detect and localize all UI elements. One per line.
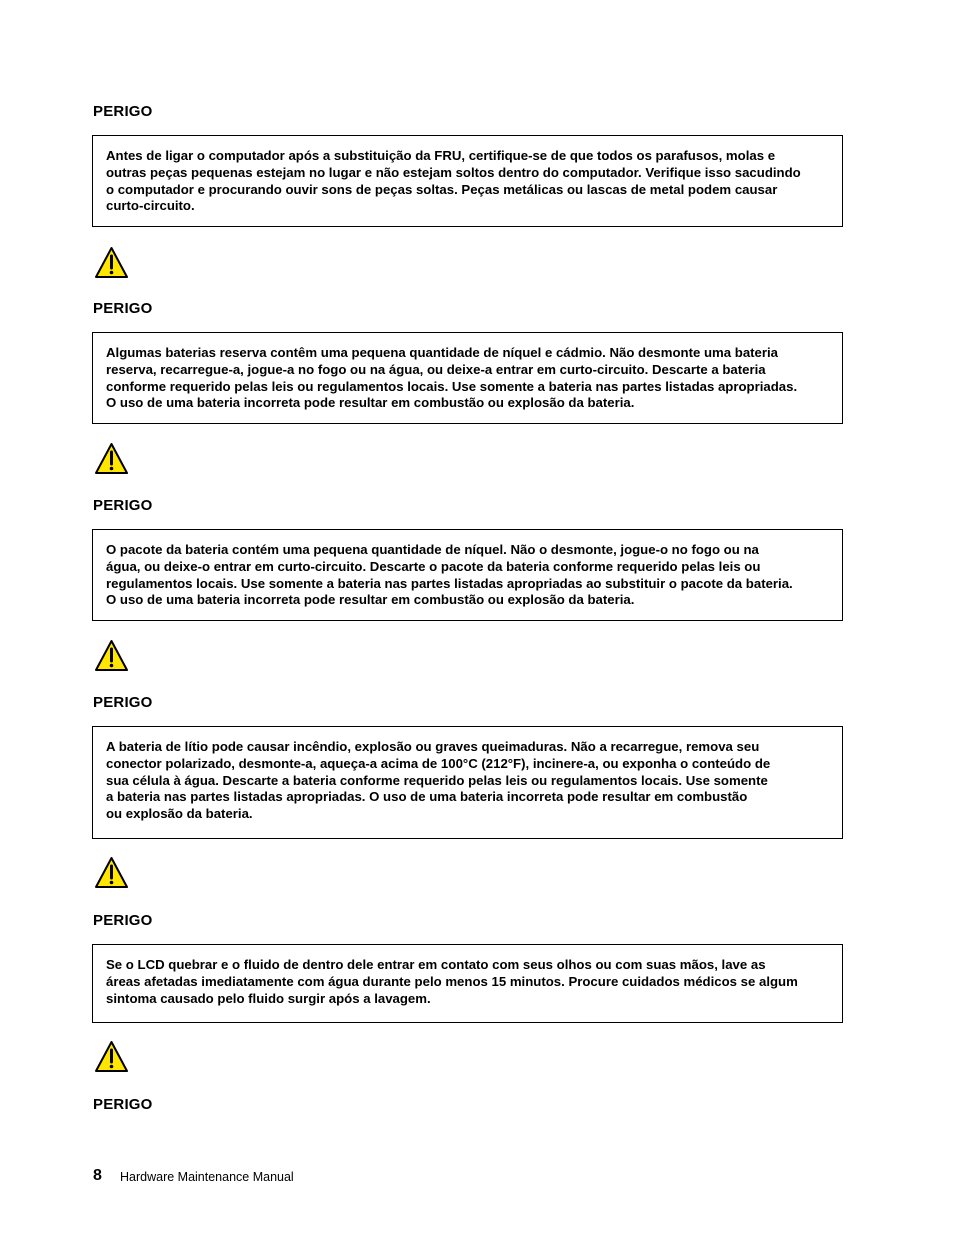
notice-line: conforme requerido pelas leis ou regulamentos locais. Use somente a bateria nas partes listadas apropriadas. xyxy=(106,378,798,394)
notice-line: reserva, recarregue-a, jogue-a no fogo ou na água, ou deixe-a entrar em curto-circuito. Descarte a bateria xyxy=(106,361,766,377)
notice-line: sintoma causado pelo fluido surgir após a lavagem. xyxy=(106,990,431,1006)
notice-line: outras peças pequenas estejam no lugar e não estejam soltos dentro do computador. Verifique isso sacudindo xyxy=(106,164,801,180)
notice-line: A bateria de lítio pode causar incêndio, explosão ou graves queimaduras. Não a recarregue, remova seu xyxy=(106,739,760,754)
notice-line: o computador e procurando ouvir sons de peças soltas. Peças metálicas ou lascas de metal podem causar xyxy=(106,181,778,197)
notice-line: Algumas baterias reserva contêm uma pequena quantidade de níquel e cádmio. Não desmonte uma bateria xyxy=(106,345,779,360)
notice-line: áreas afetadas imediatamente com água durante pelo menos 15 minutos. Procure cuidados médicos se algum xyxy=(106,973,798,989)
footer-title: Hardware Maintenance Manual xyxy=(120,1170,294,1184)
warning-triangle-icon xyxy=(94,639,129,672)
warning-triangle-icon xyxy=(94,1040,129,1073)
notice-line: O uso de uma bateria incorreta pode resultar em combustão ou explosão da bateria. xyxy=(106,395,635,411)
notice-line: sua célula à água. Descarte a bateria conforme requerido pelas leis ou regulamentos locais. Use somente xyxy=(106,772,768,788)
notice-line: Antes de ligar o computador após a substituição da FRU, certifique-se de que todos os parafusos, molas e xyxy=(106,148,776,163)
danger-heading: PERIGO xyxy=(93,694,153,711)
notice-line: ou explosão da bateria. xyxy=(106,806,253,822)
warning-triangle-icon xyxy=(94,442,129,475)
danger-notice-box xyxy=(92,332,843,424)
danger-heading: PERIGO xyxy=(93,103,153,120)
page-number: 8 xyxy=(93,1167,102,1184)
notice-line: curto-circuito. xyxy=(106,198,195,214)
warning-triangle-icon xyxy=(94,246,129,279)
danger-notice-box xyxy=(92,726,843,839)
danger-heading: PERIGO xyxy=(93,912,153,929)
danger-notice-box xyxy=(92,529,843,621)
danger-heading: PERIGO xyxy=(93,1096,153,1113)
notice-line: regulamentos locais. Use somente a bateria nas partes listadas apropriadas ao substituir o pacote da bateria. xyxy=(106,575,793,591)
notice-line: conector polarizado, desmonte-a, aqueça-a acima de 100°C (212°F), incinere-a, ou exponha o conteúdo de xyxy=(106,755,771,771)
danger-notice-box xyxy=(92,135,843,227)
notice-line: Se o LCD quebrar e o fluido de dentro dele entrar em contato com seus olhos ou com suas mãos, lave as xyxy=(106,957,766,972)
notice-line: O pacote da bateria contém uma pequena quantidade de níquel. Não o desmonte, jogue-o no fogo ou na xyxy=(106,542,759,557)
notice-line: água, ou deixe-o entrar em curto-circuito. Descarte o pacote da bateria conforme requerido pelas leis ou xyxy=(106,558,761,574)
danger-heading: PERIGO xyxy=(93,497,153,514)
danger-notice-box xyxy=(92,944,843,1023)
notice-line: O uso de uma bateria incorreta pode resultar em combustão ou explosão da bateria. xyxy=(106,592,635,608)
danger-heading: PERIGO xyxy=(93,300,153,317)
notice-line: a bateria nas partes listadas apropriadas. O uso de uma bateria incorreta pode resultar em combustão xyxy=(106,789,748,805)
warning-triangle-icon xyxy=(94,856,129,889)
